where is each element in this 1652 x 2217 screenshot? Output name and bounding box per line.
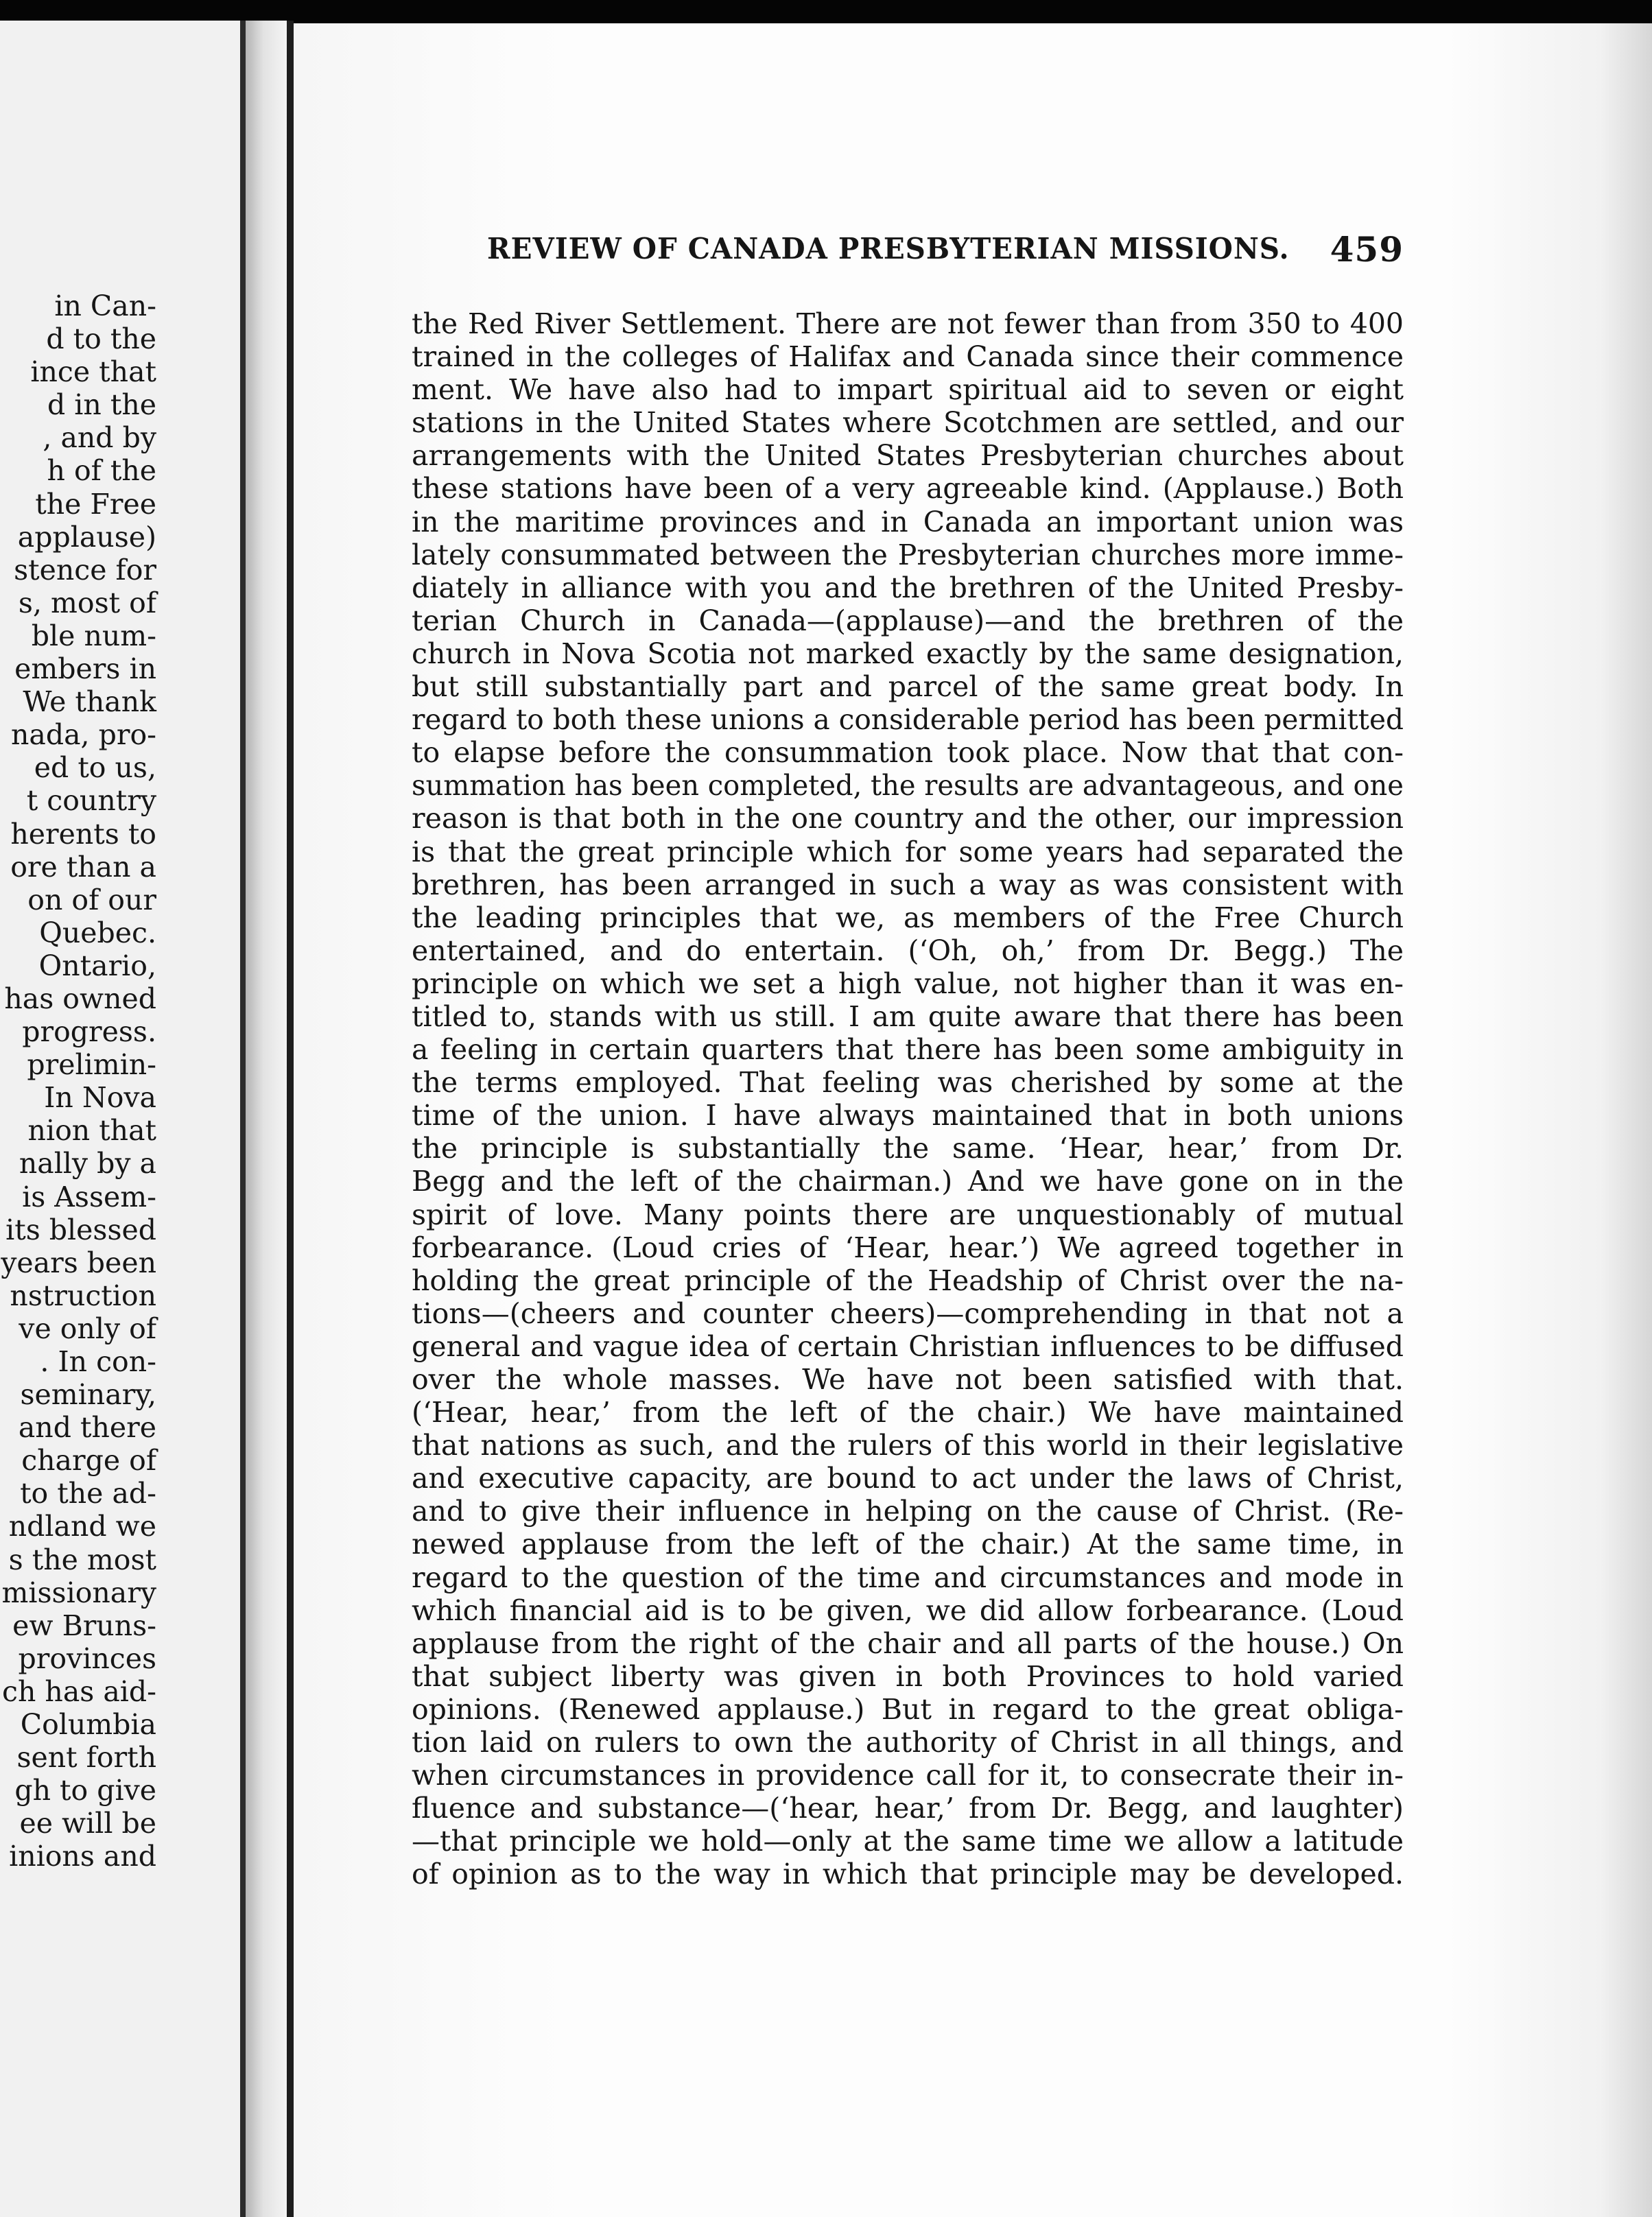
left-page-line: and there <box>18 1411 156 1445</box>
text-line: a feeling in certain quarters that there has been some ambiguity in <box>412 1033 1404 1067</box>
text-line: over the whole masses. We have not been satisfied with that. <box>412 1363 1404 1396</box>
left-page-line: nada, pro- <box>11 718 156 752</box>
body-paragraph <box>412 307 1404 1891</box>
text-line: Begg and the left of the chairman.) And we have gone on in the <box>412 1165 1404 1198</box>
left-page-line: to the ad- <box>20 1477 156 1510</box>
left-page-line: embers in <box>14 652 156 686</box>
text-line: —that principle we hold—only at the same time we allow a latitude <box>412 1825 1404 1858</box>
left-page-line: In Nova <box>44 1081 156 1115</box>
text-line: trained in the colleges of Halifax and Canada since their commence <box>412 340 1404 374</box>
text-line: and to give their influence in helping on the cause of Christ. (Re- <box>412 1495 1404 1528</box>
text-line: ment. We have also had to impart spiritual aid to seven or eight <box>412 373 1404 407</box>
left-page-line: charge of <box>21 1444 156 1478</box>
left-page-line: sent forth <box>16 1741 156 1775</box>
text-line: forbearance. (Loud cries of ‘Hear, hear.’) We agreed together in <box>412 1231 1404 1264</box>
left-page-line: in Can- <box>54 289 156 322</box>
left-page-line: nion that <box>27 1114 156 1148</box>
left-page-line: ndland we <box>8 1510 156 1543</box>
left-page-line: herents to <box>10 817 156 851</box>
left-page-line: progress. <box>22 1015 156 1049</box>
left-page-line: h of the <box>47 454 156 488</box>
left-page-line: ore than a <box>10 850 156 884</box>
text-line: the Red River Settlement. There are not fewer than from 350 to 400 <box>412 307 1404 340</box>
text-line: stations in the United States where Scotchmen are settled, and our <box>412 406 1404 440</box>
left-page-line: on of our <box>27 883 156 916</box>
text-line: arrangements with the United States Presbyterian churches about <box>412 439 1404 473</box>
text-line: summation has been completed, the results are advantageous, and one <box>412 769 1404 803</box>
left-page-line: Columbia <box>20 1708 156 1742</box>
text-line: which financial aid is to be given, we did allow forbearance. (Loud <box>412 1593 1404 1627</box>
left-page-line: t country <box>26 784 156 818</box>
left-page-line: has owned <box>4 982 156 1015</box>
left-page-line: . In con- <box>40 1345 156 1378</box>
text-line: but still substantially part and parcel of the same great body. In <box>412 670 1404 704</box>
left-page-line: s, most of <box>18 586 156 619</box>
text-line: is that the great principle which for some years had separated the <box>412 835 1404 868</box>
left-page-line: ince that <box>30 355 156 389</box>
left-page-line: nstruction <box>10 1279 156 1312</box>
text-line: the leading principles that we, as members of the Free Church <box>412 901 1404 934</box>
text-line: that subject liberty was given in both Provinces to hold varied <box>412 1659 1404 1693</box>
gutter-edge-left <box>240 21 246 2217</box>
left-page-line: applause) <box>17 520 156 554</box>
text-line: time of the union. I have always maintained that in both unions <box>412 1099 1404 1133</box>
left-page-line: ee will be <box>19 1807 156 1840</box>
text-line: opinions. (Renewed applause.) But in regard to the great obliga- <box>412 1692 1404 1726</box>
left-page-line: ew Bruns- <box>12 1609 156 1642</box>
left-page-line: d in the <box>47 388 156 422</box>
text-line: tions—(cheers and counter cheers)—comprehending in that not a <box>412 1296 1404 1330</box>
left-page-line: ble num- <box>31 619 156 652</box>
gutter-edge-right <box>287 21 294 2217</box>
left-page-line: d to the <box>46 322 156 356</box>
left-page-line: the Free <box>35 487 156 521</box>
text-line: holding the great principle of the Headship of Christ over the na- <box>412 1264 1404 1297</box>
left-page-line: inions and <box>9 1840 156 1873</box>
text-line: the principle is substantially the same. ‘Hear, hear,’ from Dr. <box>412 1132 1404 1165</box>
text-line: the terms employed. That feeling was cherished by some at the <box>412 1066 1404 1100</box>
text-line: to elapse before the consummation took place. Now that that con- <box>412 736 1404 770</box>
left-page-line: s the most <box>8 1543 156 1576</box>
text-line: of opinion as to the way in which that principle may be developed. <box>412 1858 1404 1891</box>
text-line: and executive capacity, are bound to act under the laws of Christ, <box>412 1462 1404 1495</box>
text-line: entertained, and do entertain. (‘Oh, oh,’ from Dr. Begg.) The <box>412 934 1404 967</box>
left-page-line: gh to give <box>14 1774 156 1807</box>
text-line: that nations as such, and the rulers of this world in their legislative <box>412 1429 1404 1462</box>
text-line: terian Church in Canada—(applause)—and the brethren of the <box>412 604 1404 637</box>
left-page-line: its blessed <box>5 1213 156 1246</box>
text-line: diately in alliance with you and the brethren of the United Presby- <box>412 571 1404 604</box>
page-number: 459 <box>1330 229 1404 270</box>
running-head-title: REVIEW OF CANADA PRESBYTERIAN MISSIONS. <box>487 232 1290 265</box>
left-page-line: ch has aid- <box>2 1674 156 1708</box>
scan-top-border <box>0 0 1652 23</box>
left-page-line: Quebec. <box>39 916 156 949</box>
text-line: titled to, stands with us still. I am quite aware that there has been <box>412 999 1404 1033</box>
left-page-line: nally by a <box>19 1147 156 1181</box>
book-gutter-shadow <box>241 21 290 2217</box>
text-line: newed applause from the left of the chair.) At the same time, in <box>412 1528 1404 1561</box>
text-line: in the maritime provinces and in Canada an important union was <box>412 505 1404 538</box>
left-page-line: We thank <box>23 685 156 719</box>
left-page-line: is Assem- <box>22 1180 156 1213</box>
left-page-line: , and by <box>43 421 156 455</box>
left-page-line: missionary <box>1 1576 156 1609</box>
text-line: brethren, has been arranged in such a way as was consistent with <box>412 868 1404 901</box>
facing-left-page <box>0 21 241 2217</box>
page-edge-shadow <box>1600 23 1652 2217</box>
left-page-text-fragments <box>0 289 156 1873</box>
text-line: (‘Hear, hear,’ from the left of the chair.) We have maintained <box>412 1396 1404 1430</box>
left-page-line: years been <box>1 1246 156 1279</box>
running-head <box>487 229 1404 273</box>
left-page-line: prelimin- <box>27 1048 156 1082</box>
text-line: reason is that both in the one country and the other, our impression <box>412 802 1404 835</box>
text-line: these stations have been of a very agreeable kind. (Applause.) Both <box>412 472 1404 506</box>
left-page-line: stence for <box>14 553 156 586</box>
text-line: applause from the right of the chair and all parts of the house.) On <box>412 1626 1404 1660</box>
text-line: tion laid on rulers to own the authority of Christ in all things, and <box>412 1726 1404 1759</box>
left-page-line: provinces <box>18 1641 156 1675</box>
left-page-line: Ontario, <box>38 949 156 982</box>
text-line: general and vague idea of certain Christian influences to be diffused <box>412 1329 1404 1363</box>
text-line: principle on which we set a high value, not higher than it was en- <box>412 967 1404 1000</box>
text-line: when circumstances in providence call for it, to consecrate their in- <box>412 1759 1404 1792</box>
text-line: spirit of love. Many points there are unquestionably of mutual <box>412 1198 1404 1231</box>
left-page-line: ve only of <box>19 1312 156 1345</box>
text-line: church in Nova Scotia not marked exactly by the same designation, <box>412 637 1404 670</box>
left-page-line: seminary, <box>20 1378 156 1412</box>
text-line: lately consummated between the Presbyterian churches more imme- <box>412 538 1404 571</box>
left-page-line: ed to us, <box>34 751 156 785</box>
text-line: regard to the question of the time and circumstances and mode in <box>412 1561 1404 1594</box>
text-line: fluence and substance—(‘hear, hear,’ from Dr. Begg, and laughter) <box>412 1792 1404 1825</box>
text-line: regard to both these unions a considerable period has been permitted <box>412 703 1404 737</box>
